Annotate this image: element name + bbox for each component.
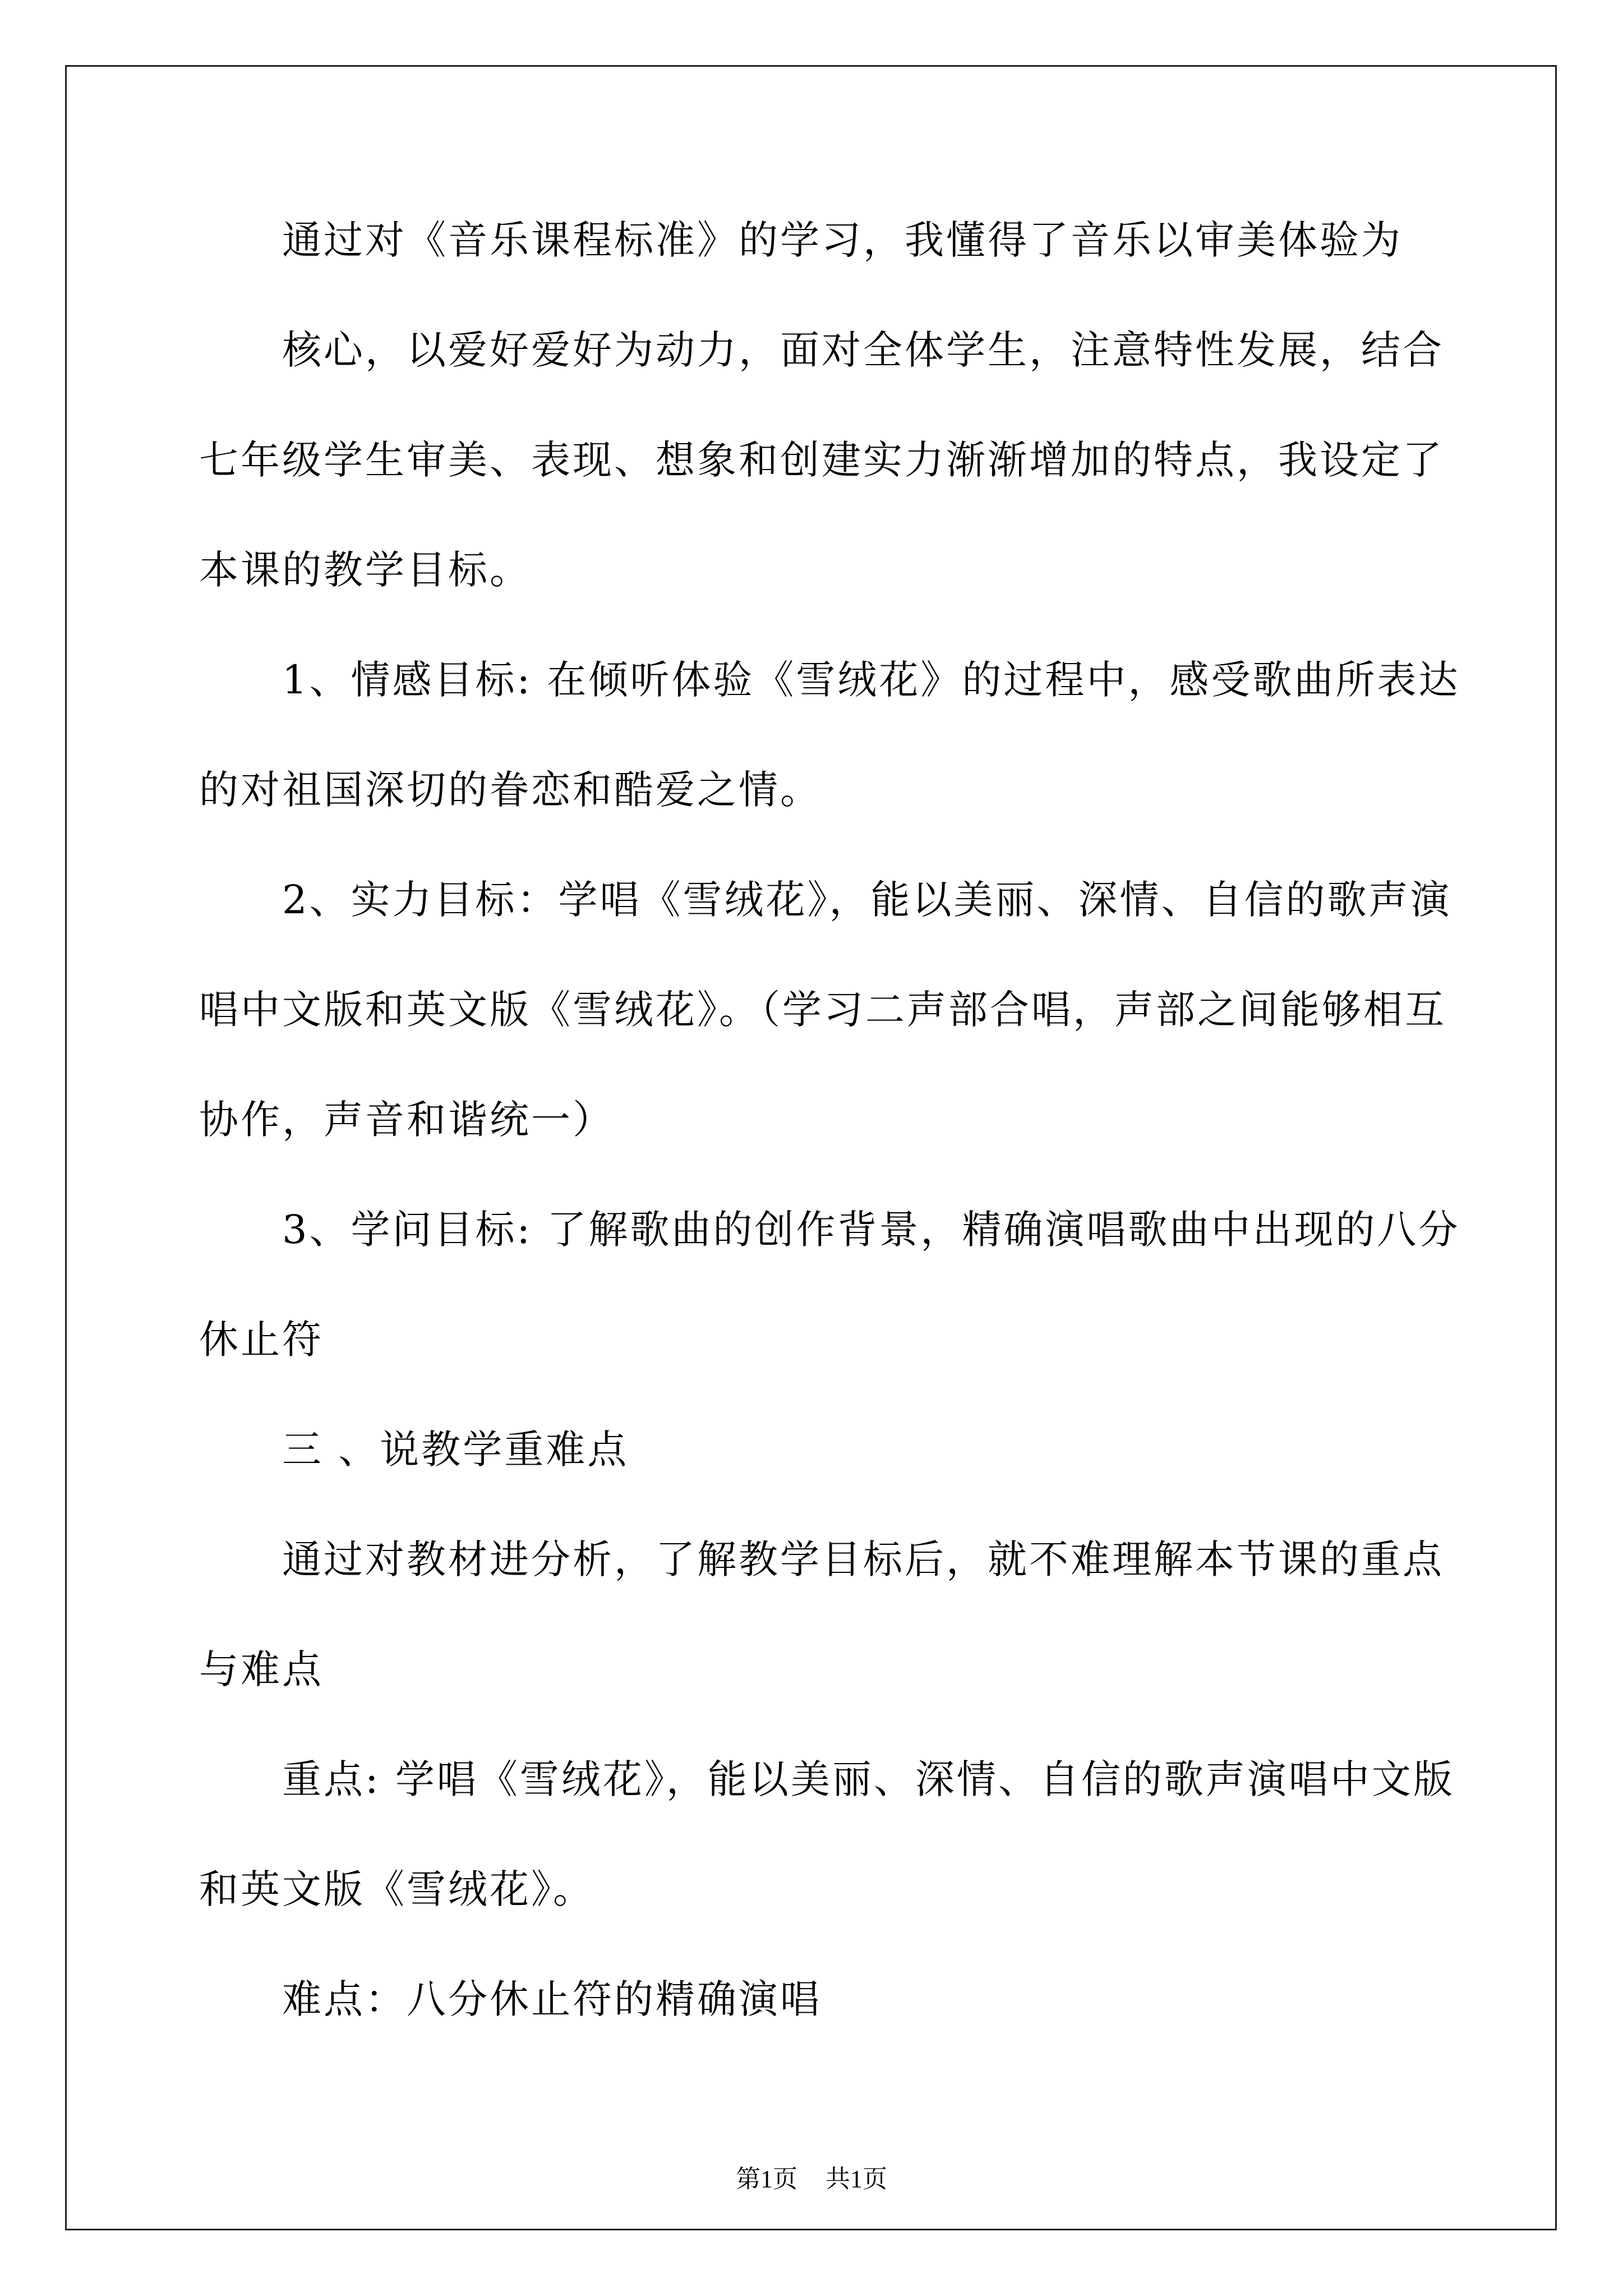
paragraph-line: 3、学问目标: 了解歌曲的创作背景，精确演唱歌曲中出现的八分: [282, 1207, 1460, 1253]
paragraph-line: 难点：八分休止符的精确演唱: [282, 1976, 822, 2022]
page-number: 第1页: [736, 2165, 797, 2193]
paragraph-line: 通过对《音乐课程标准》的学习，我懂得了音乐以审美体验为: [282, 217, 1403, 263]
paragraph-line: 1、情感目标: 在倾听体验《雪绒花》的过程中，感受歌曲所表达: [282, 657, 1460, 703]
paragraph-line: 核心，以爱好爱好为动力，面对全体学生，注意特性发展，结合: [282, 327, 1444, 373]
paragraph-line: 协作，声音和谐统一）: [199, 1097, 614, 1143]
paragraph-line: 七年级学生审美、表现、想象和创建实力渐渐增加的特点，我设定了: [199, 437, 1444, 483]
paragraph-line: 重点: 学唱《雪绒花》，能以美丽、深情、自信的歌声演唱中文版: [282, 1756, 1455, 1802]
paragraph-line: 本课的教学目标。: [199, 547, 531, 593]
section-heading: 三 、说教学重难点: [282, 1427, 629, 1473]
page-total: 共1页: [826, 2165, 887, 2193]
page-footer: [0, 2165, 1623, 2193]
paragraph-line: 2、实力目标：学唱《雪绒花》，能以美丽、深情、自信的歌声演: [282, 877, 1452, 923]
paragraph-line: 的对祖国深切的眷恋和酷爱之情。: [199, 767, 822, 813]
paragraph-line: 和英文版《雪绒花》。: [199, 1866, 594, 1912]
paragraph-line: 休止符: [199, 1317, 324, 1363]
paragraph-line: 通过对教材进分析，了解教学目标后，就不难理解本节课的重点: [282, 1536, 1444, 1582]
paragraph-line: 唱中文版和英文版《雪绒花》。（学习二声部合唱，声部之间能够相互: [199, 987, 1446, 1033]
document-body: [199, 217, 1460, 2087]
paragraph-line: 与难点: [199, 1646, 324, 1692]
